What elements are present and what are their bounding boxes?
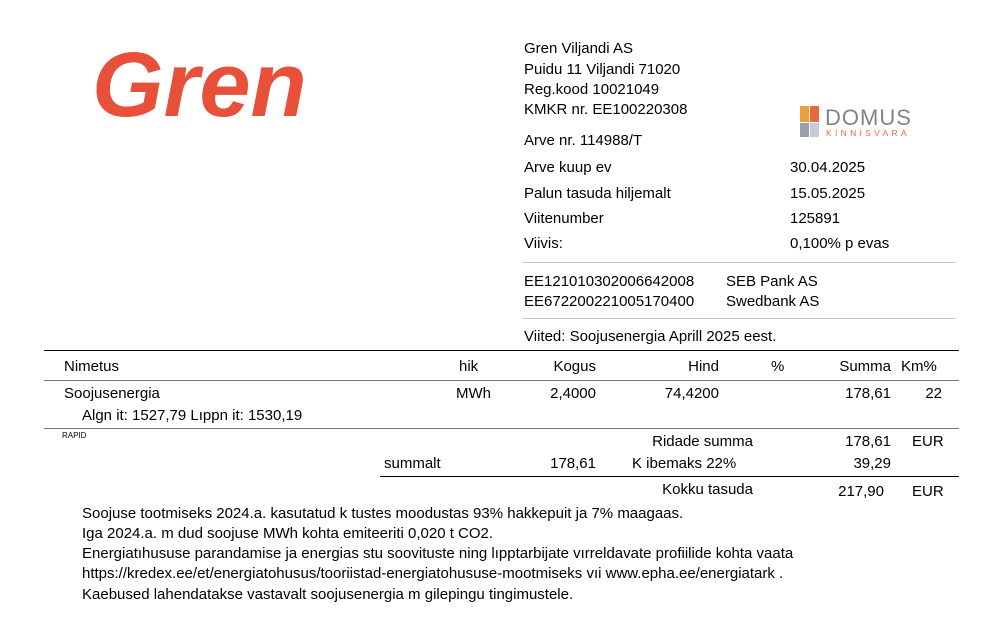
row-vat: 22	[925, 385, 942, 402]
bank-name: Swedbank AS	[726, 293, 820, 310]
bank-iban: EE672200221005170400	[524, 293, 695, 310]
header-price: Hind	[688, 358, 719, 375]
row-name: Soojusenergia	[64, 385, 160, 402]
meter-note: Algn it: 1527,79 Lıppn it: 1530,19	[82, 407, 303, 424]
reference-number-label: Viitenumber	[524, 210, 604, 227]
base-label: summalt	[384, 455, 441, 472]
domus-logo	[798, 104, 948, 140]
base-value: 178,61	[550, 455, 596, 472]
lines-total-label: Ridade summa	[652, 433, 753, 450]
company-vat: KMKR nr. EE100220308	[524, 101, 688, 118]
row-unit: MWh	[456, 385, 491, 402]
header-divider	[44, 380, 959, 381]
lines-total-currency: EUR	[912, 433, 944, 450]
row-sum: 178,61	[845, 385, 891, 402]
rapid-label: RAPID	[62, 431, 87, 440]
due-date-value: 15.05.2025	[790, 185, 866, 202]
due-date-label: Palun tasuda hiljemalt	[524, 185, 671, 202]
row-qty: 2,4000	[550, 385, 596, 402]
row-price: 74,4200	[664, 385, 719, 402]
bank-name: SEB Pank AS	[726, 273, 818, 290]
domus-block-icon	[800, 106, 809, 122]
gren-logo	[92, 32, 387, 132]
company-regcode: Reg.kood 10021049	[524, 81, 660, 98]
reference-number-value: 125891	[790, 210, 841, 227]
header-vat: Km%	[901, 358, 937, 375]
domus-block-icon	[810, 106, 819, 122]
invoice-date-value: 30.04.2025	[790, 159, 866, 176]
company-name: Gren Viljandi AS	[524, 40, 633, 57]
header-pct: %	[771, 358, 785, 375]
company-address: Puidu 11 Viljandi 71020	[524, 61, 681, 78]
note-line: Kaebused lahendatakse vastavalt soojusenergia m gilepingu tingimustele.	[82, 586, 574, 603]
references: Viited: Soojusenergia Aprill 2025 eest.	[524, 328, 777, 345]
grand-total-currency: EUR	[912, 483, 944, 500]
divider	[522, 262, 956, 263]
invoice-number: Arve nr. 114988/T	[524, 132, 643, 149]
note-line: Soojuse tootmiseks 2024.a. kasutatud k tustes moodustas 93% hakkepuit ja 7% maagaas.	[82, 505, 684, 522]
domus-logo-sub: KINNISVARA	[826, 128, 910, 138]
gren-logo-text: Gren	[92, 34, 307, 132]
divider	[522, 318, 956, 319]
vat-label: K ibemaks 22%	[632, 455, 737, 472]
grand-total-value: 217,90	[838, 483, 884, 500]
bank-iban: EE121010302006642008	[524, 273, 695, 290]
domus-block-icon	[800, 123, 809, 137]
header-unit: hik	[459, 358, 479, 375]
note-line: Energiatıhususe parandamise ja energias stu soovituste ning lıpptarbijate vırreldavate profiilide kohta vaata	[82, 545, 794, 562]
header-name: Nimetus	[64, 358, 120, 375]
note-link[interactable]: https://kredex.ee/et/energiatohusus/tooriistad-energiatohususe-mootmiseks vıi www.epha.ee/energiatark .	[82, 565, 784, 582]
vat-value: 39,29	[853, 455, 891, 472]
penalty-label: Viivis:	[524, 235, 563, 252]
row-divider	[44, 428, 959, 429]
lines-total-value: 178,61	[845, 433, 891, 450]
domus-block-icon	[810, 123, 819, 137]
totals-divider	[380, 476, 959, 477]
header-qty: Kogus	[553, 358, 596, 375]
table-top-border	[44, 350, 959, 351]
invoice-date-label: Arve kuup ev	[524, 159, 612, 176]
grand-total-label: Kokku tasuda	[662, 481, 753, 498]
domus-logo-name: DOMUS	[825, 105, 912, 130]
penalty-value: 0,100% p evas	[790, 235, 890, 252]
header-sum: Summa	[839, 358, 891, 375]
note-line: Iga 2024.a. m dud soojuse MWh kohta emiteeriti 0,020 t CO2.	[82, 525, 494, 542]
